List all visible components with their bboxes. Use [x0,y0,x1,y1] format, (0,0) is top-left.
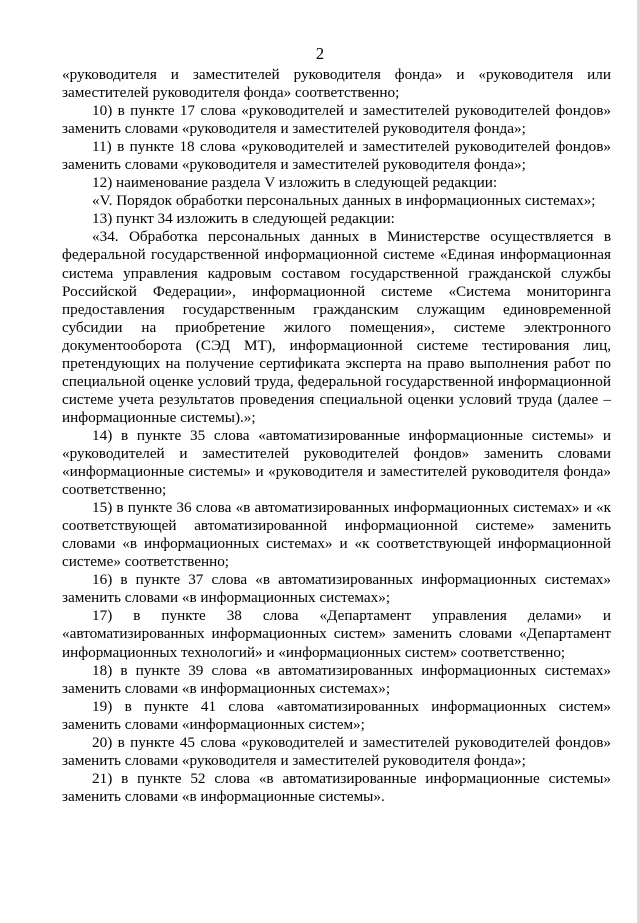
paragraph-item-11: 11) в пункте 18 слова «руководителей и заместителей руководителей фондов» заменить словами «руководителя и заместителей руководителя фонда»; [62,138,611,174]
paragraph-item-21: 21) в пункте 52 слова «в автоматизированные информационные системы» заменить словами «в информационные системы». [62,769,611,805]
paragraph-item-18: 18) в пункте 39 слова «в автоматизированных информационных системах» заменить словами «в информационных системах»; [62,661,611,697]
paragraph-item-14: 14) в пункте 35 слова «автоматизированные информационные системы» и «руководителей и заместителей руководителей фондов» заменить словами «информационные системы» и «руководителя и заместителей руководителя фонда» соответственно; [62,426,611,499]
paragraph-item-34-text: «34. Обработка персональных данных в Министерстве осуществляется в федеральной государственной информационной системе «Единая информационная система управления кадровым составом государственной гражданской службы Российской Федерации», информационной системе «Система мониторинга предоставления государственным гражданским служащим единовременной субсидии на приобретение жилого помещения», системе электронного документооборота (СЭД МТ), информационной системе тестирования лиц, претендующих на получение сертификата эксперта на право выполнения работ по специальной оценке условий труда, федеральной государственной информационной системе учета результатов проведения специальной оценки условий труда (далее – информационные системы).»; [62,228,611,426]
paragraph-item-12: 12) наименование раздела V изложить в следующей редакции: [92,174,498,192]
paragraph-item-13: 13) пункт 34 изложить в следующей редакции: [92,210,395,228]
paragraph-item-19: 19) в пункте 41 слова «автоматизированных информационных систем» заменить словами «информационных систем»; [62,697,611,733]
paragraph-item-10: 10) в пункте 17 слова «руководителей и заместителей руководителей фондов» заменить словами «руководителя и заместителей руководителя фонда»; [62,102,611,138]
page-number: 2 [315,44,325,63]
paragraph-item-15: 15) в пункте 36 слова «в автоматизированных информационных системах» и «к соответствующей автоматизированной информационной системе» заменить словами «в информационных системах» и «к соответствующей информационной системе» соответственно; [62,499,611,571]
paragraph-continuation: «руководителя и заместителей руководителя фонда» и «руководителя или заместителей руководителя фонда» соответственно; [62,66,611,102]
paragraph-item-20: 20) в пункте 45 слова «руководителей и заместителей руководителей фондов» заменить словами «руководителя и заместителей руководителя фонда»; [62,733,611,769]
paragraph-item-17: 17) в пункте 38 слова «Департамент управления делами» и «автоматизированных информационных систем» заменить словами «Департамент информационных технологий» и «информационных систем» соответственно; [62,607,611,661]
paragraph-item-16: 16) в пункте 37 слова «в автоматизированных информационных системах» заменить словами «в информационных системах»; [62,571,611,607]
document-body [62,66,611,806]
paragraph-section-title: «V. Порядок обработки персональных данных в информационных системах»; [92,192,596,210]
